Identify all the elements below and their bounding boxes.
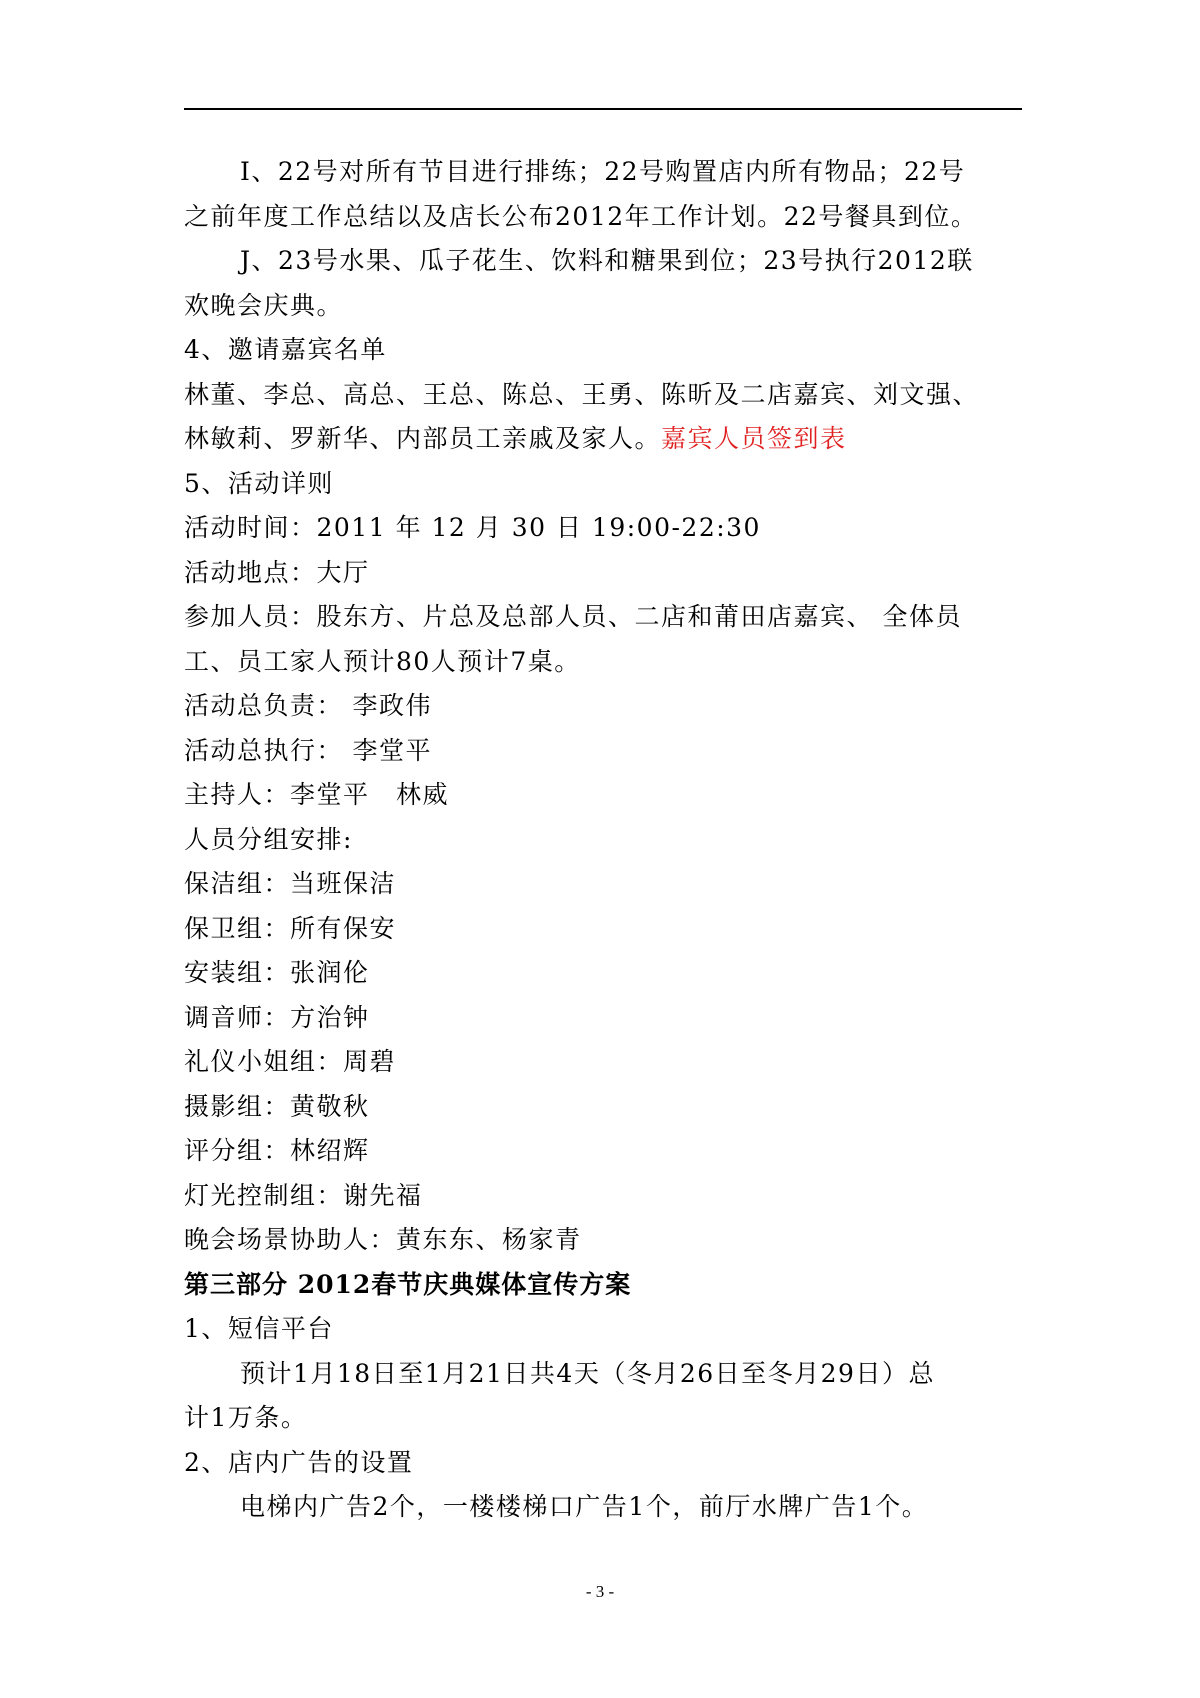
paragraph-line: I、22号对所有节目进行排练；22号购置店内所有物品；22号 [240,157,966,186]
staff-arrangement-heading: 人员分组安排: [184,824,353,854]
paragraph-line [184,417,1030,462]
event-executor: 活动总执行： 李堂平 [184,735,432,765]
guest-signin-link[interactable]: 嘉宾人员签到表 [661,424,847,453]
section-heading: 1、短信平台 [184,1314,334,1343]
document-body [184,150,1030,1530]
paragraph-line: 工、员工家人预计80人预计7桌。 [184,646,581,676]
paragraph-line: 林董、李总、高总、王总、陈总、王勇、陈昕及二店嘉宾、刘文强、 [184,379,980,409]
paragraph-line: 之前年度工作总结以及店长公布2012年工作计划。22号餐具到位。 [184,201,978,231]
event-hosts: 主持人：李堂平 林威 [184,780,450,809]
paragraph-line: 欢晚会庆典。 [184,290,344,320]
paragraph-line: 预计1月18日至1月21日共4天（冬月26日至冬月29日）总 [240,1358,935,1388]
event-time: 活动时间：2011 年 12 月 30 日 19:00-22:30 [184,513,761,542]
part-three-heading: 第三部分 2012春节庆典媒体宣传方案 [184,1269,632,1299]
staff-group: 灯光控制组：谢先福 [184,1180,423,1210]
staff-group: 礼仪小姐组：周碧 [184,1047,397,1076]
paragraph-line: 参加人员：股东方、片总及总部人员、二店和莆田店嘉宾、 全体员 [184,602,962,631]
paragraph-line: 计1万条。 [184,1403,308,1432]
staff-group: 调音师：方治钟 [184,1002,370,1032]
staff-group: 安装组：张润伦 [184,958,370,987]
staff-group: 保洁组：当班保洁 [184,869,397,898]
staff-group: 保卫组：所有保安 [184,913,397,943]
event-lead: 活动总负责： 李政伟 [184,691,432,720]
guest-list-text: 林敏莉、罗新华、内部员工亲戚及家人。 [184,424,662,453]
section-heading: 4、邀请嘉宾名单 [184,335,387,364]
section-heading: 2、店内广告的设置 [184,1447,414,1477]
staff-group: 摄影组：黄敬秋 [184,1091,370,1121]
staff-group: 晚会场景协助人：黄东东、杨家青 [184,1225,582,1254]
paragraph-line: J、23号水果、瓜子花生、饮料和糖果到位；23号执行2012联 [240,246,974,275]
header-rule [184,108,1022,110]
event-location: 活动地点：大厅 [184,557,370,587]
page-number: - 3 - [585,1582,615,1601]
paragraph-line: 电梯内广告2个，一楼楼梯口广告1个，前厅水牌广告1个。 [240,1492,929,1521]
section-heading: 5、活动详则 [184,468,334,498]
staff-group: 评分组：林绍辉 [184,1136,370,1165]
